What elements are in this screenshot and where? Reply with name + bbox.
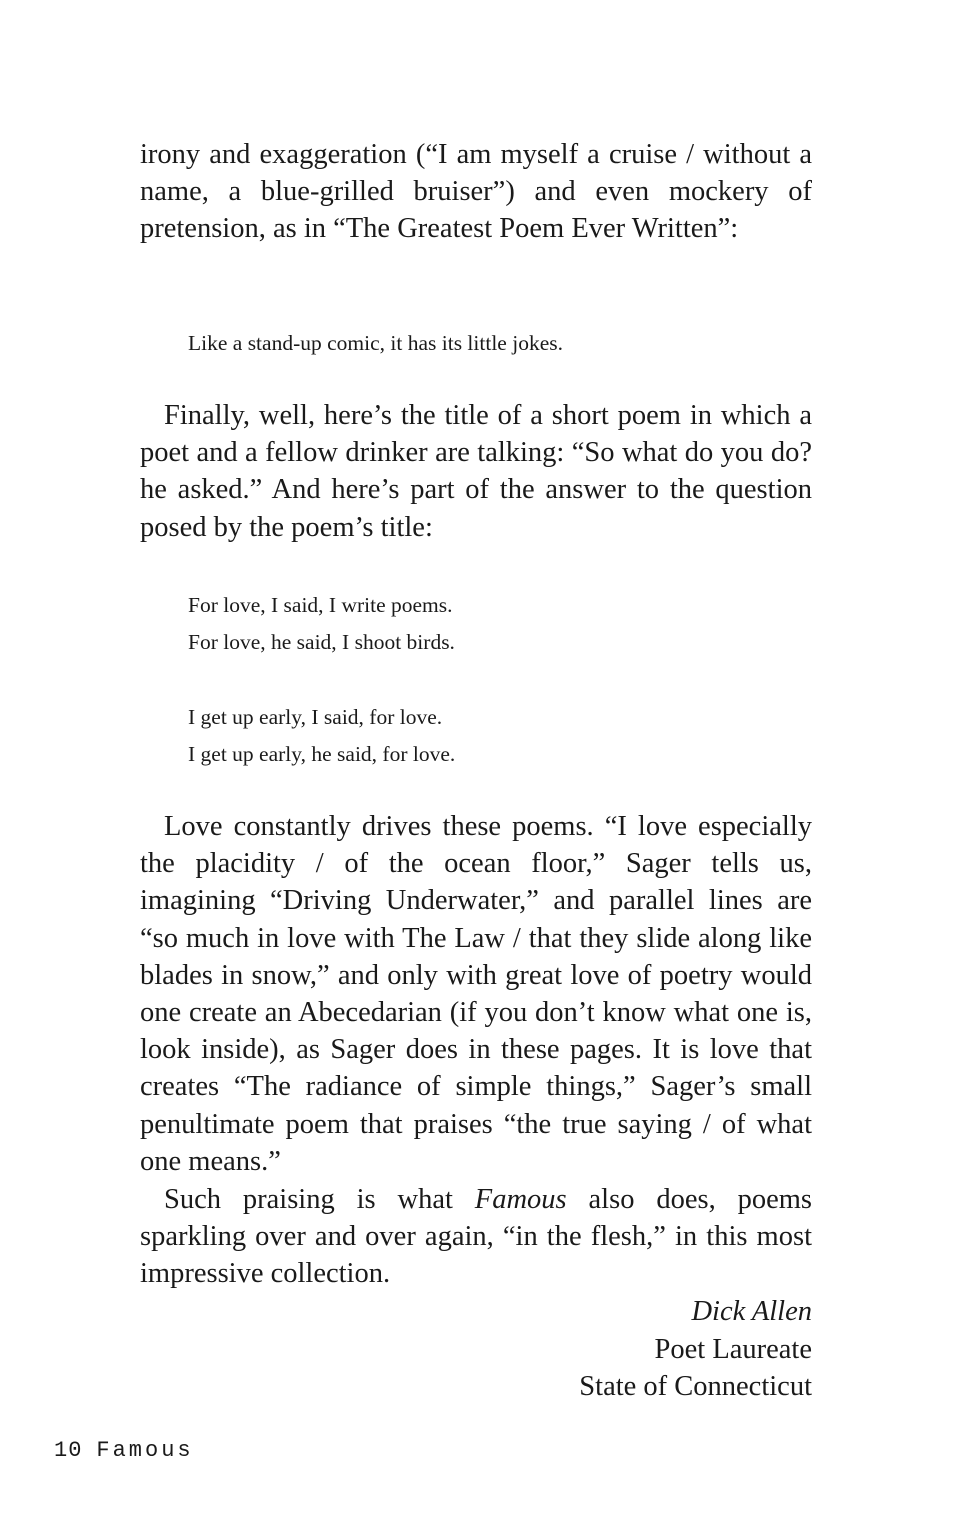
praising-text-start: Such praising is what: [164, 1184, 475, 1215]
page-footer: [54, 1436, 194, 1466]
book-title-italic: Famous: [474, 1184, 567, 1215]
signature-name: Dick Allen: [691, 1296, 812, 1327]
signature-state: State of Connecticut: [579, 1371, 812, 1402]
verse-line: For love, I said, I write poems.: [188, 593, 453, 617]
paragraph-love: Love constantly drives these poems. “I love especially the placidity / of the ocean floor,” Sager tells us, imagining “Driving Underwater,” and parallel lines are “so much in love with The Law / that they slide along like blades in snow,” and only with great love of poetry would one create an Abecedarian (if you don’t know what one is, look inside), as Sager does in these pages. It is love that creates “The radiance of simple things,” Sager’s small penultimate poem that praises “the true saying / of what one means.”: [140, 811, 812, 1177]
stanza-one: [188, 587, 808, 661]
verse-line: I get up early, he said, for love.: [188, 742, 456, 766]
verse-line: For love, he said, I shoot birds.: [188, 630, 455, 654]
praising-text-end: also does, poems sparkling over and over again, “in the flesh,” in this most impressive collection.: [140, 1184, 812, 1290]
quote-stand-up-comic: [188, 325, 808, 362]
signature-title: Poet Laureate: [654, 1333, 812, 1365]
page-number: 10: [54, 1438, 83, 1463]
signature-block: [579, 1293, 812, 1406]
verse-line: Like a stand-up comic, it has its little jokes.: [188, 331, 563, 355]
paragraph-irony: irony and exaggeration (“I am myself a cruise / without a name, a blue-grilled bruiser”) and even mockery of pretension, as in “The Greatest Poem Ever Written”:: [140, 139, 812, 245]
stanza-two: [188, 699, 808, 773]
paragraph-finally: Finally, well, here’s the title of a short poem in which a poet and a fellow drinker are talking: “So what do you do? he asked.” And here’s part of the answer to the question posed by the poem’s title:: [140, 400, 812, 543]
verse-line: I get up early, I said, for love.: [188, 705, 443, 729]
paragraph-praising: [140, 1181, 812, 1293]
running-title: Famous: [96, 1438, 194, 1463]
